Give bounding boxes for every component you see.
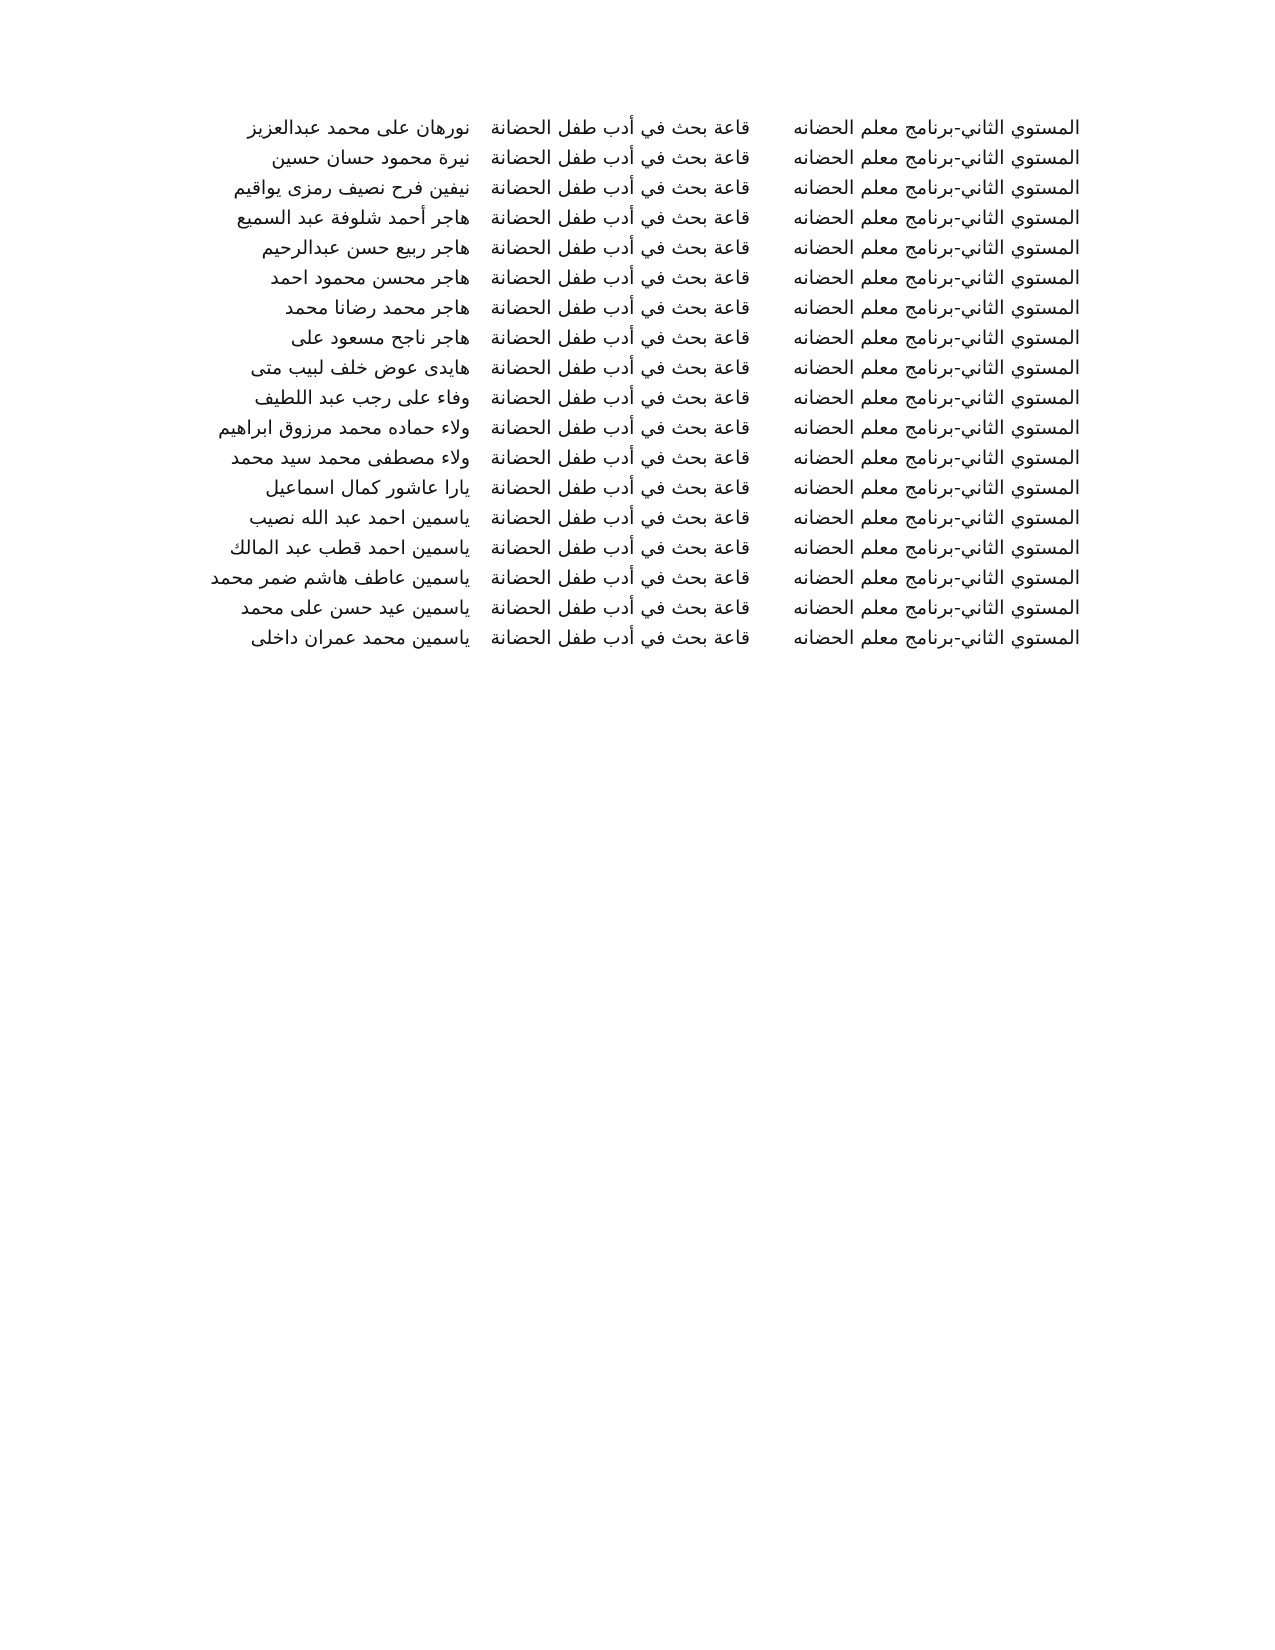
student-name-cell: وفاء على رجب عبد اللطيف	[254, 387, 470, 409]
student-name-cell: ياسمين احمد عبد الله نصيب	[248, 507, 470, 529]
table-row	[180, 263, 1080, 293]
course-cell: قاعة بحث في أدب طفل الحضانة	[490, 327, 750, 349]
student-name-cell: نيفين فرح نصيف رمزى يواقيم	[233, 177, 470, 199]
course-cell: قاعة بحث في أدب طفل الحضانة	[490, 357, 750, 379]
student-name-cell: هاجر محسن محمود احمد	[270, 267, 470, 289]
student-name-cell: هاجر أحمد شلوفة عبد السميع	[236, 207, 470, 229]
course-cell: قاعة بحث في أدب طفل الحضانة	[490, 237, 750, 259]
table-row	[180, 203, 1080, 233]
level-program-cell: المستوي الثاني-برنامج معلم الحضانه	[793, 417, 1080, 439]
table-row	[180, 503, 1080, 533]
level-program-cell: المستوي الثاني-برنامج معلم الحضانه	[793, 357, 1080, 379]
level-program-cell: المستوي الثاني-برنامج معلم الحضانه	[793, 147, 1080, 169]
student-name-cell: هاجر ربيع حسن عبدالرحيم	[261, 237, 470, 259]
course-cell: قاعة بحث في أدب طفل الحضانة	[490, 627, 750, 649]
table-row	[180, 383, 1080, 413]
table-row	[180, 413, 1080, 443]
course-cell: قاعة بحث في أدب طفل الحضانة	[490, 507, 750, 529]
table-row	[180, 593, 1080, 623]
table-row	[180, 293, 1080, 323]
course-cell: قاعة بحث في أدب طفل الحضانة	[490, 297, 750, 319]
table-row	[180, 623, 1080, 653]
level-program-cell: المستوي الثاني-برنامج معلم الحضانه	[793, 267, 1080, 289]
level-program-cell: المستوي الثاني-برنامج معلم الحضانه	[793, 327, 1080, 349]
table-row	[180, 143, 1080, 173]
level-program-cell: المستوي الثاني-برنامج معلم الحضانه	[793, 117, 1080, 139]
course-cell: قاعة بحث في أدب طفل الحضانة	[490, 597, 750, 619]
course-cell: قاعة بحث في أدب طفل الحضانة	[490, 267, 750, 289]
level-program-cell: المستوي الثاني-برنامج معلم الحضانه	[793, 627, 1080, 649]
course-cell: قاعة بحث في أدب طفل الحضانة	[490, 447, 750, 469]
student-name-cell: ولاء حماده محمد مرزوق ابراهيم	[218, 417, 470, 439]
student-name-cell: ياسمين محمد عمران داخلى	[250, 627, 470, 649]
level-program-cell: المستوي الثاني-برنامج معلم الحضانه	[793, 387, 1080, 409]
student-name-cell: ياسمين عيد حسن على محمد	[240, 597, 470, 619]
course-cell: قاعة بحث في أدب طفل الحضانة	[490, 387, 750, 409]
level-program-cell: المستوي الثاني-برنامج معلم الحضانه	[793, 567, 1080, 589]
table-row	[180, 353, 1080, 383]
student-name-cell: ولاء مصطفى محمد سيد محمد	[230, 447, 470, 469]
level-program-cell: المستوي الثاني-برنامج معلم الحضانه	[793, 237, 1080, 259]
table-row	[180, 113, 1080, 143]
table-row	[180, 533, 1080, 563]
level-program-cell: المستوي الثاني-برنامج معلم الحضانه	[793, 477, 1080, 499]
level-program-cell: المستوي الثاني-برنامج معلم الحضانه	[793, 597, 1080, 619]
course-cell: قاعة بحث في أدب طفل الحضانة	[490, 207, 750, 229]
course-cell: قاعة بحث في أدب طفل الحضانة	[490, 417, 750, 439]
course-cell: قاعة بحث في أدب طفل الحضانة	[490, 567, 750, 589]
level-program-cell: المستوي الثاني-برنامج معلم الحضانه	[793, 447, 1080, 469]
table-row	[180, 323, 1080, 353]
level-program-cell: المستوي الثاني-برنامج معلم الحضانه	[793, 177, 1080, 199]
table-row	[180, 443, 1080, 473]
level-program-cell: المستوي الثاني-برنامج معلم الحضانه	[793, 537, 1080, 559]
course-cell: قاعة بحث في أدب طفل الحضانة	[490, 477, 750, 499]
student-name-cell: يارا عاشور كمال اسماعيل	[265, 477, 470, 499]
table-row	[180, 233, 1080, 263]
table-row	[180, 473, 1080, 503]
table-row	[180, 563, 1080, 593]
student-name-cell: هايدى عوض خلف لبيب متى	[250, 357, 470, 379]
level-program-cell: المستوي الثاني-برنامج معلم الحضانه	[793, 507, 1080, 529]
level-program-cell: المستوي الثاني-برنامج معلم الحضانه	[793, 207, 1080, 229]
student-name-cell: ياسمين احمد قطب عبد المالك	[229, 537, 470, 559]
course-cell: قاعة بحث في أدب طفل الحضانة	[490, 177, 750, 199]
student-roster	[180, 113, 1080, 653]
course-cell: قاعة بحث في أدب طفل الحضانة	[490, 537, 750, 559]
course-cell: قاعة بحث في أدب طفل الحضانة	[490, 147, 750, 169]
level-program-cell: المستوي الثاني-برنامج معلم الحضانه	[793, 297, 1080, 319]
student-name-cell: هاجر ناجح مسعود على	[290, 327, 470, 349]
student-name-cell: نورهان على محمد عبدالعزيز	[247, 117, 470, 139]
student-name-cell: نيرة محمود حسان حسين	[271, 147, 470, 169]
student-name-cell: هاجر محمد رضانا محمد	[284, 297, 470, 319]
student-name-cell: ياسمين عاطف هاشم ضمر محمد	[210, 567, 470, 589]
course-cell: قاعة بحث في أدب طفل الحضانة	[490, 117, 750, 139]
table-row	[180, 173, 1080, 203]
